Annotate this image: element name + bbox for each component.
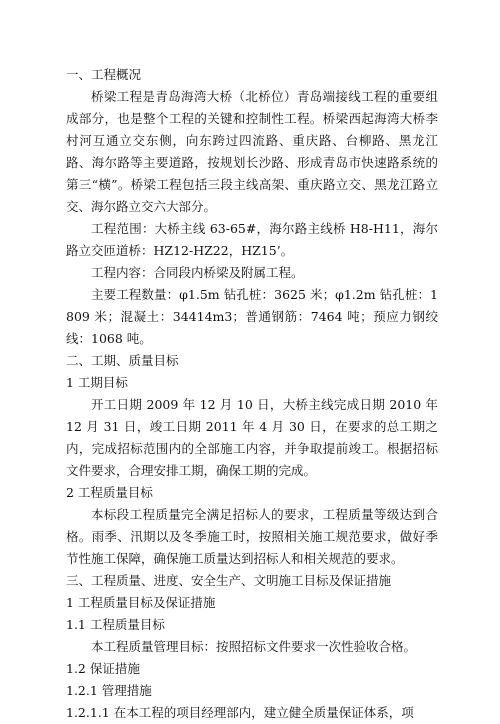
schedule-goal-paragraph: 开工日期 2009 年 12 月 10 日，大桥主线完成日期 2010 年 12 月 31 日，竣工日期 2011 年 4 月 30 日，在要求的总工期之内，完成招标范围内的全部施工内容，并争取提前竣工。根据招标文件要求，合理安排工期，确保工期的完成。 — [66, 397, 438, 478]
overview-paragraph: 桥梁工程是青岛海湾大桥（北桥位）青岛端接线工程的重要组成部分，也是整个工程的关键和控制性工程。桥梁西起海湾大桥李村河互通立交东侧，向东跨过四流路、重庆路、台柳路、黑龙江路、海尔路等主要道路，按规划长沙路、形成青岛市快速路系统的第三“横”。桥梁工程包括三段主线高架、重庆路立交、黑龙江路立交、海尔路立交六大部分。 — [66, 89, 438, 214]
schedule-goal-heading: 1 工期目标 — [66, 375, 128, 390]
management-measures-heading: 1.2.1 管理措施 — [66, 683, 152, 698]
section-1-heading: 一、工程概况 — [66, 67, 142, 82]
document-page — [66, 64, 438, 724]
quality-measures-heading: 1 工程质量目标及保证措施 — [66, 595, 216, 610]
quantities-paragraph: 主要工程数量：φ1.5m 钻孔桩：3625 米；φ1.2m 钻孔桩：1809 米；混凝土：34414m3；普通钢筋：7464 吨；预应力钢绞线：1068 吨。 — [66, 287, 438, 346]
quality-goal-heading: 2 工程质量目标 — [66, 485, 153, 500]
quality-target-paragraph: 本工程质量管理目标：按照招标文件要求一次性验收合格。 — [91, 639, 417, 654]
quality-goal-paragraph: 本标段工程质量完全满足招标人的要求，工程质量等级达到合格。雨季、汛期以及冬季施工时，按照相关施工规范要求，做好季节性施工保障，确保施工质量达到招标人和相关规范的要求。 — [66, 507, 438, 566]
management-measure-item: 1.2.1.1 在本工程的项目经理部内，建立健全质量保证体系，项 — [66, 705, 414, 720]
section-2-heading: 二、工期、质量目标 — [66, 353, 179, 368]
scope-paragraph: 工程范围：大桥主线 63-65#，海尔路主线桥 H8-H11，海尔路立交匝道桥：HZ12-HZ22，HZ15’。 — [66, 221, 438, 258]
content-paragraph: 工程内容：合同段内桥梁及附属工程。 — [91, 265, 304, 280]
section-3-heading: 三、工程质量、进度、安全生产、文明施工目标及保证措施 — [66, 573, 392, 588]
quality-target-heading: 1.1 工程质量目标 — [66, 617, 165, 632]
guarantee-measures-heading: 1.2 保证措施 — [66, 661, 140, 676]
